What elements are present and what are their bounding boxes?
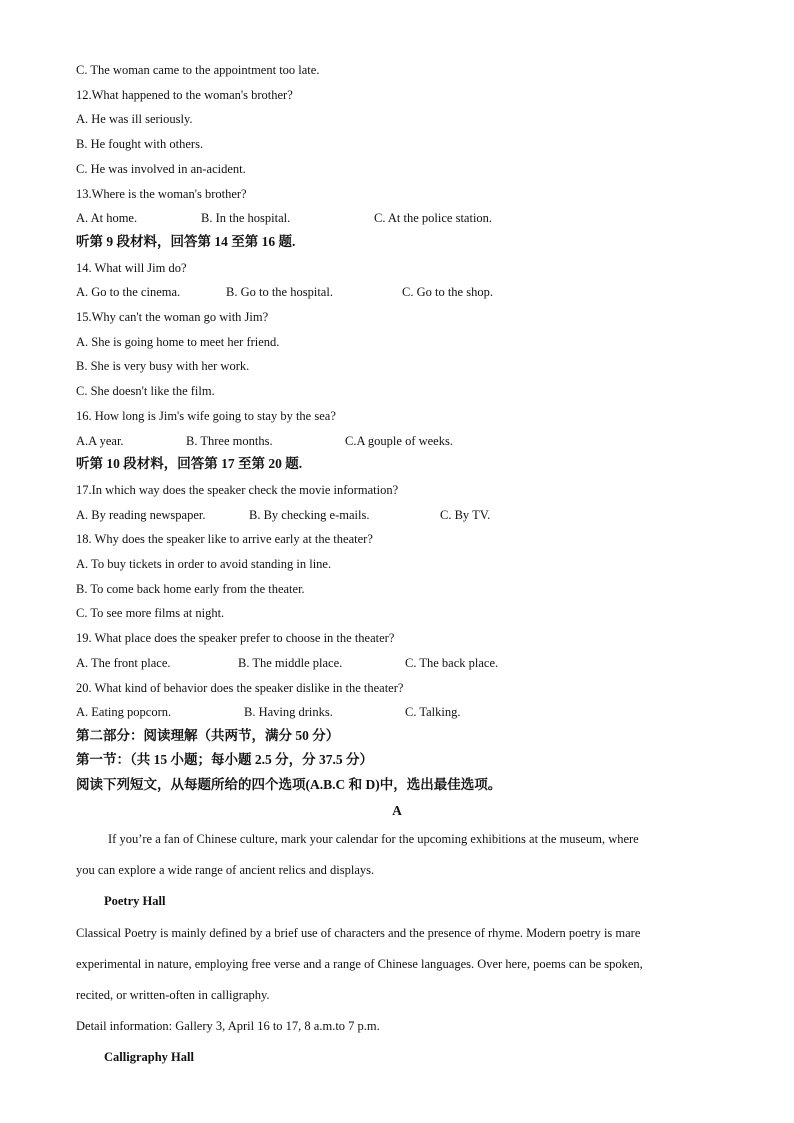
q20-option-b: B. Having drinks. (244, 705, 333, 719)
poetry-hall-title: Poetry Hall (104, 894, 166, 908)
q14-question: 14. What will Jim do? (76, 261, 187, 275)
q17-option-c: C. By TV. (440, 508, 491, 522)
q19-question: 19. What place does the speaker prefer to choose in the theater? (76, 631, 395, 645)
calligraphy-hall-title: Calligraphy Hall (104, 1050, 194, 1064)
q15-option-a: A. She is going home to meet her friend. (76, 335, 280, 349)
q20-question: 20. What kind of behavior does the speaker dislike in the theater? (76, 681, 404, 695)
q15-option-b: B. She is very busy with her work. (76, 359, 250, 373)
reading-instruction: 阅读下列短文，从每题所给的四个选项(A.B.C 和 D)中，选出最佳选项。 (76, 777, 502, 792)
q16-option-a: A.A year. (76, 434, 124, 448)
poetry-line-2: experimental in nature, employing free verse and a range of Chinese languages. Over here, poems can be spoken, (76, 957, 643, 971)
q13-option-a: A. At home. (76, 211, 138, 225)
q12-question: 12.What happened to the woman's brother? (76, 88, 293, 102)
q17-option-a: A. By reading newspaper. (76, 508, 206, 522)
q14-option-b: B. Go to the hospital. (226, 285, 333, 299)
q14-option-a: A. Go to the cinema. (76, 285, 181, 299)
q18-question: 18. Why does the speaker like to arrive early at the theater? (76, 532, 373, 546)
q12-option-a: A. He was ill seriously. (76, 112, 193, 126)
q14-option-c: C. Go to the shop. (402, 285, 493, 299)
passage-label: A (392, 803, 402, 818)
q11-option-c: C. The woman came to the appointment too late. (76, 63, 320, 77)
section9-heading: 听第 9 段材料，回答第 14 至第 16 题. (76, 234, 296, 249)
q15-question: 15.Why can't the woman go with Jim? (76, 310, 269, 324)
section1-heading: 第一节：（共 15 小题；每小题 2.5 分，分 37.5 分） (76, 752, 373, 767)
poetry-line-3: recited, or written-often in calligraphy. (76, 988, 270, 1002)
q18-option-b: B. To come back home early from the theater. (76, 582, 305, 596)
q13-option-c: C. At the police station. (374, 211, 493, 225)
intro-line-2: you can explore a wide range of ancient relics and displays. (76, 863, 375, 877)
poetry-line-1: Classical Poetry is mainly defined by a brief use of characters and the presence of rhyme. Modern poetry is mare (76, 926, 641, 940)
q18-option-c: C. To see more films at night. (76, 606, 225, 620)
q18-option-a: A. To buy tickets in order to avoid standing in line. (76, 557, 332, 571)
intro-line-1: If you’re a fan of Chinese culture, mark your calendar for the upcoming exhibitions at the museum, where (108, 832, 639, 846)
q13-option-b: B. In the hospital. (201, 211, 291, 225)
poetry-detail: Detail information: Gallery 3, April 16 to 17, 8 a.m.to 7 p.m. (76, 1019, 380, 1033)
section10-heading: 听第 10 段材料，回答第 17 至第 20 题. (76, 456, 303, 471)
q17-option-b: B. By checking e-mails. (249, 508, 370, 522)
part2-heading: 第二部分：阅读理解（共两节，满分 50 分） (76, 728, 340, 743)
q12-option-b: B. He fought with others. (76, 137, 204, 151)
q20-option-a: A. Eating popcorn. (76, 705, 172, 719)
q19-option-c: C. The back place. (405, 656, 499, 670)
q13-question: 13.Where is the woman's brother? (76, 187, 247, 201)
q16-option-c: C.A gouple of weeks. (345, 434, 453, 448)
q19-option-b: B. The middle place. (238, 656, 343, 670)
q15-option-c: C. She doesn't like the film. (76, 384, 215, 398)
q20-option-c: C. Talking. (405, 705, 461, 719)
q19-option-a: A. The front place. (76, 656, 171, 670)
q12-option-c: C. He was involved in an-acident. (76, 162, 246, 176)
q17-question: 17.In which way does the speaker check the movie information? (76, 483, 399, 497)
q16-question: 16. How long is Jim's wife going to stay by the sea? (76, 409, 336, 423)
q16-option-b: B. Three months. (186, 434, 273, 448)
